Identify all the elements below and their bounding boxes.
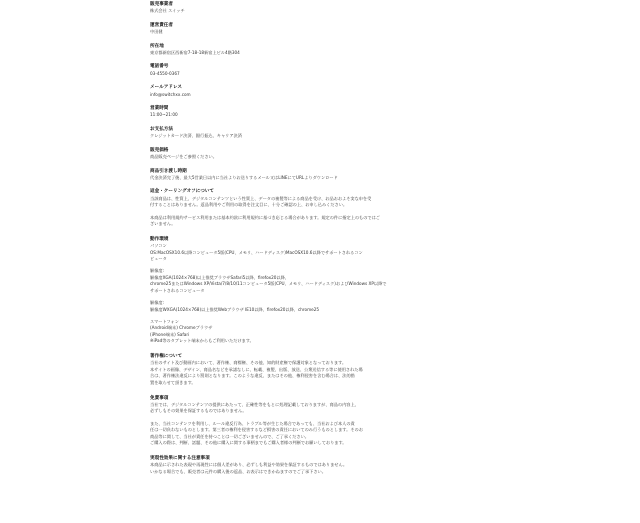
section-text-copyright-2: 本サイトの画像、デザイン、商品名などを承諾なしに、転載、複製、出版、放送、公衆送信する等に使用された場 xyxy=(150,366,363,372)
section-environment xyxy=(150,237,425,345)
section-payment xyxy=(150,127,425,140)
section-title-payment: お支払方法 xyxy=(150,126,173,132)
section-hours xyxy=(150,106,425,119)
env-browser-windows: chrome25またはWindows XP/Vista/7/8/10/11コンピュータ5版(CPU、メモリ、ハードディスク)およびWindows XP以降で xyxy=(150,281,387,287)
section-title-returns: 返金・クーリングオフについて xyxy=(150,189,214,195)
env-tablet-resolution: 解像度WXGA(1024×768)以上推奨Webブラウザ IE10以降、firefox20以降、chrome25 xyxy=(150,306,320,312)
section-title-address: 所在地 xyxy=(150,43,164,49)
env-browser-support: サポートされるコンピュータ xyxy=(150,287,205,293)
section-seller xyxy=(150,2,425,15)
phone-number: 03-4550-0367 xyxy=(150,70,180,76)
section-title-environment: 動作環境 xyxy=(150,236,169,242)
section-text-returns-1: 当該商品は、性質上、デジタルコンテンツという性質上、データの複製等による商品を受け、お品おおよそ実な申を受 xyxy=(150,195,372,201)
env-browser-resolution: 解像度XGA(1024×768)以上推奨ブラウザSafari5以降、firefox20以降、 xyxy=(150,274,289,280)
env-mobile-android: (Android端末) Chromeブラウザ xyxy=(150,325,213,331)
section-special xyxy=(150,456,425,475)
env-pc-os-cont: ピュータ xyxy=(150,256,167,262)
section-title-seller: 販売事業者 xyxy=(150,2,173,7)
section-text-disclaimer-4: 任は一切負わないものとします。第三者の権利を侵害するなど損害の責任においてのみ行うものとします。そのお xyxy=(150,427,363,433)
section-text-special-2: いかなる場合でも、販売者は元件の購入後の返品、お表示はできかねますのでご了承下さい。 xyxy=(150,468,326,474)
section-delivery xyxy=(150,169,425,182)
section-title-hours: 営業時間 xyxy=(150,106,169,112)
section-phone xyxy=(150,64,425,77)
section-text-address: 東京都新宿区西新宿7-18-18新宿上ビル4階304 xyxy=(150,50,240,56)
section-text-disclaimer-1: 当社では、デジタルコンテンツの提供にあたって、正確性等をもとに処理記載しておりますが、商品の内容上、 xyxy=(150,401,359,407)
section-text-disclaimer-2: 必ずしもその効果を保証するものではありません。 xyxy=(150,408,247,414)
env-pc-heading: パソコン xyxy=(150,243,167,249)
section-text-price: 商品販売ページをご参照ください。 xyxy=(150,154,217,160)
section-text-returns-3: 本商品は利用規約サービス利用または基本約款に利用規約に基づき応じる場合があります。規定の件に指定上のものではご xyxy=(150,214,380,220)
section-text-copyright-4: 置を取らせて頂きます。 xyxy=(150,379,196,385)
section-title-phone: 電話番号 xyxy=(150,64,169,70)
section-text-special-1: 本商品に示された表現や再現性には個人差があり、必ずしも利益や効果を保証するものではありません。 xyxy=(150,462,348,468)
commerce-disclosure xyxy=(150,2,425,475)
section-returns xyxy=(150,189,425,227)
section-text-copyright-1: 当社のサイト及び動画内において、著作権、商標権、その他、知的財産権で保護対象となっております。 xyxy=(150,360,347,366)
section-text-hours: 11:00~21:00 xyxy=(150,112,178,118)
section-text-returns-4: ざいません。 xyxy=(150,220,176,226)
section-title-email: メールアドレス xyxy=(150,85,182,91)
section-text-seller: 株式会社 スイッチ xyxy=(150,8,185,14)
email-address: info@switchxx.com xyxy=(150,91,191,97)
section-text-disclaimer-6: ご購入の際は、判断、話題、その他に購入に関する事柄までもご購入者様の判断でお願いしております。 xyxy=(150,440,347,445)
section-text-disclaimer-3: また、当社コンテンツを利用し、ルール違反行為、トラブル等が生じた場合であっても、当社および本人の責 xyxy=(150,420,355,426)
section-title-special: 実現性効果に関する注意事項 xyxy=(150,455,210,461)
section-email xyxy=(150,85,425,98)
section-price xyxy=(150,148,425,161)
env-mobile-iphone: (iPhone端末) Safari xyxy=(150,331,190,337)
section-text-copyright-3: 合は、著作権法違反により罰則となります。このような違反、またはその他、権利侵害を含む場合は、法的措 xyxy=(150,373,355,379)
section-address xyxy=(150,44,425,57)
section-copyright xyxy=(150,354,425,386)
section-title-copyright: 著作権について xyxy=(150,354,183,360)
env-pc-os: OS:MacOSX10.6以降コンピュータ5版(CPU、メモリ、ハードディスク)MacOSX10.6以降でサポートされるコン xyxy=(150,249,363,255)
section-text-manager: 中田健 xyxy=(150,29,163,35)
section-title-delivery: 商品引き渡し時期 xyxy=(150,168,187,174)
section-text-delivery: 代金決済完了後、最大5営業日以内に当社よりお送りするメール又はLINEにてURLよりダウンロード xyxy=(150,174,338,180)
env-mobile-ipad-note: ※iPad等のタブレット端末からもご利用いただけます。 xyxy=(150,338,254,344)
section-manager xyxy=(150,23,425,36)
section-text-payment: クレジットカード決済、銀行振込、キャリア決済 xyxy=(150,133,242,139)
section-title-disclaimer: 免責事項 xyxy=(150,395,169,401)
section-title-price: 販売価格 xyxy=(150,147,169,153)
env-browser-label: 解像度: xyxy=(150,268,164,274)
section-text-returns-2: 付することはありません。返品利用やご利用の取得を注文目に、十分ご確認の上、お申し込みください。 xyxy=(150,202,348,208)
env-tablet-label: 解像度: xyxy=(150,300,164,306)
section-title-manager: 運営責任者 xyxy=(150,22,173,28)
section-disclaimer xyxy=(150,396,425,447)
section-text-disclaimer-5: 商品等に関して、当社が責任を持つことは一切ございませんので、ご了承ください。 xyxy=(150,433,309,439)
env-mobile-heading: スマートフォン xyxy=(150,318,179,324)
